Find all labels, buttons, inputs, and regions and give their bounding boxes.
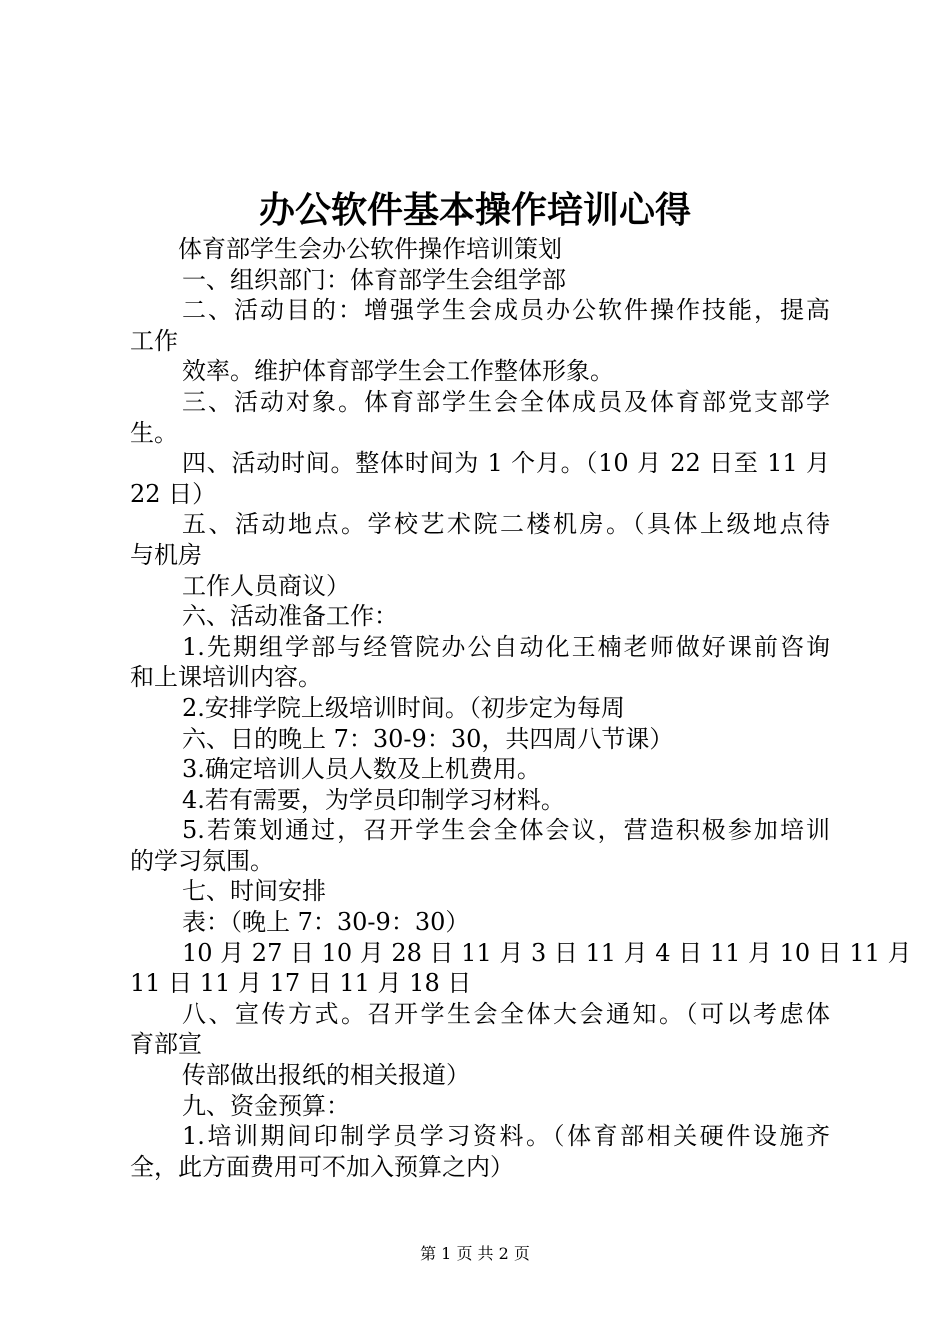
section-8-publicity-cont: 育部宣 [130, 1030, 202, 1059]
section-2-purpose: 二、活动目的：增强学生会成员办公软件操作技能，提高 [182, 296, 830, 325]
prep-item-1-cont: 和上课培训内容。 [130, 663, 322, 692]
section-7-schedule-cont: 表：（晚上 7：30-9：30） [182, 908, 470, 937]
prep-item-2-cont: 六、日的晚上 7：30-9：30，共四周八节课） [182, 724, 674, 753]
prep-item-4: 4.若有需要，为学员印制学习材料。 [182, 785, 565, 814]
prep-item-3: 3.确定培训人员人数及上机费用。 [182, 755, 541, 784]
plan-heading: 体育部学生会办公软件操作培训策划 [178, 235, 562, 263]
section-1-organizer: 一、组织部门：体育部学生会组学部 [182, 265, 566, 294]
section-4-time-cont: 22 日） [130, 479, 217, 508]
section-5-location-cont: 与机房 [130, 540, 202, 569]
prep-item-5-cont: 的学习氛围。 [130, 846, 274, 875]
prep-item-5: 5.若策划通过，召开学生会全体会议，营造积极参加培训 [182, 816, 830, 845]
section-5-location-cont-2: 工作人员商议） [182, 571, 350, 600]
budget-item-1-cont: 全，此方面费用可不加入预算之内） [130, 1152, 514, 1181]
section-3-participants-cont: 生。 [130, 418, 178, 447]
document-body [130, 234, 912, 1182]
section-7-schedule: 七、时间安排 [182, 877, 326, 906]
section-9-budget: 九、资金预算： [182, 1091, 350, 1120]
section-3-participants: 三、活动对象。体育部学生会全体成员及体育部党支部学 [182, 387, 830, 416]
page-footer: 第 1 页 共 2 页 [420, 1244, 530, 1263]
section-2-purpose-cont: 工作 [130, 326, 178, 355]
prep-item-2: 2.安排学院上级培训时间。（初步定为每周 [182, 693, 625, 722]
section-2-purpose-cont-2: 效率。维护体育部学生会工作整体形象。 [182, 357, 614, 386]
section-6-preparation: 六、活动准备工作： [182, 602, 398, 631]
section-8-publicity: 八、宣传方式。召开学生会全体大会通知。（可以考虑体 [182, 999, 830, 1028]
section-5-location: 五、活动地点。学校艺术院二楼机房。（具体上级地点待 [182, 510, 830, 539]
budget-item-1: 1.培训期间印制学员学习资料。（体育部相关硬件设施齐 [182, 1122, 830, 1151]
schedule-dates: 10 月 27 日 10 月 28 日 11 月 3 日 11 月 4 日 11 月 10 日 11 月 [182, 938, 912, 967]
schedule-dates-cont: 11 日 11 月 17 日 11 月 18 日 [130, 969, 472, 998]
section-8-publicity-cont-2: 传部做出报纸的相关报道） [182, 1061, 470, 1090]
page-title: 办公软件基本操作培训心得 [258, 189, 691, 231]
section-4-time: 四、活动时间。整体时间为 1 个月。（10 月 22 日至 11 月 [182, 449, 830, 478]
prep-item-1: 1.先期组学部与经管院办公自动化王楠老师做好课前咨询 [182, 632, 830, 661]
